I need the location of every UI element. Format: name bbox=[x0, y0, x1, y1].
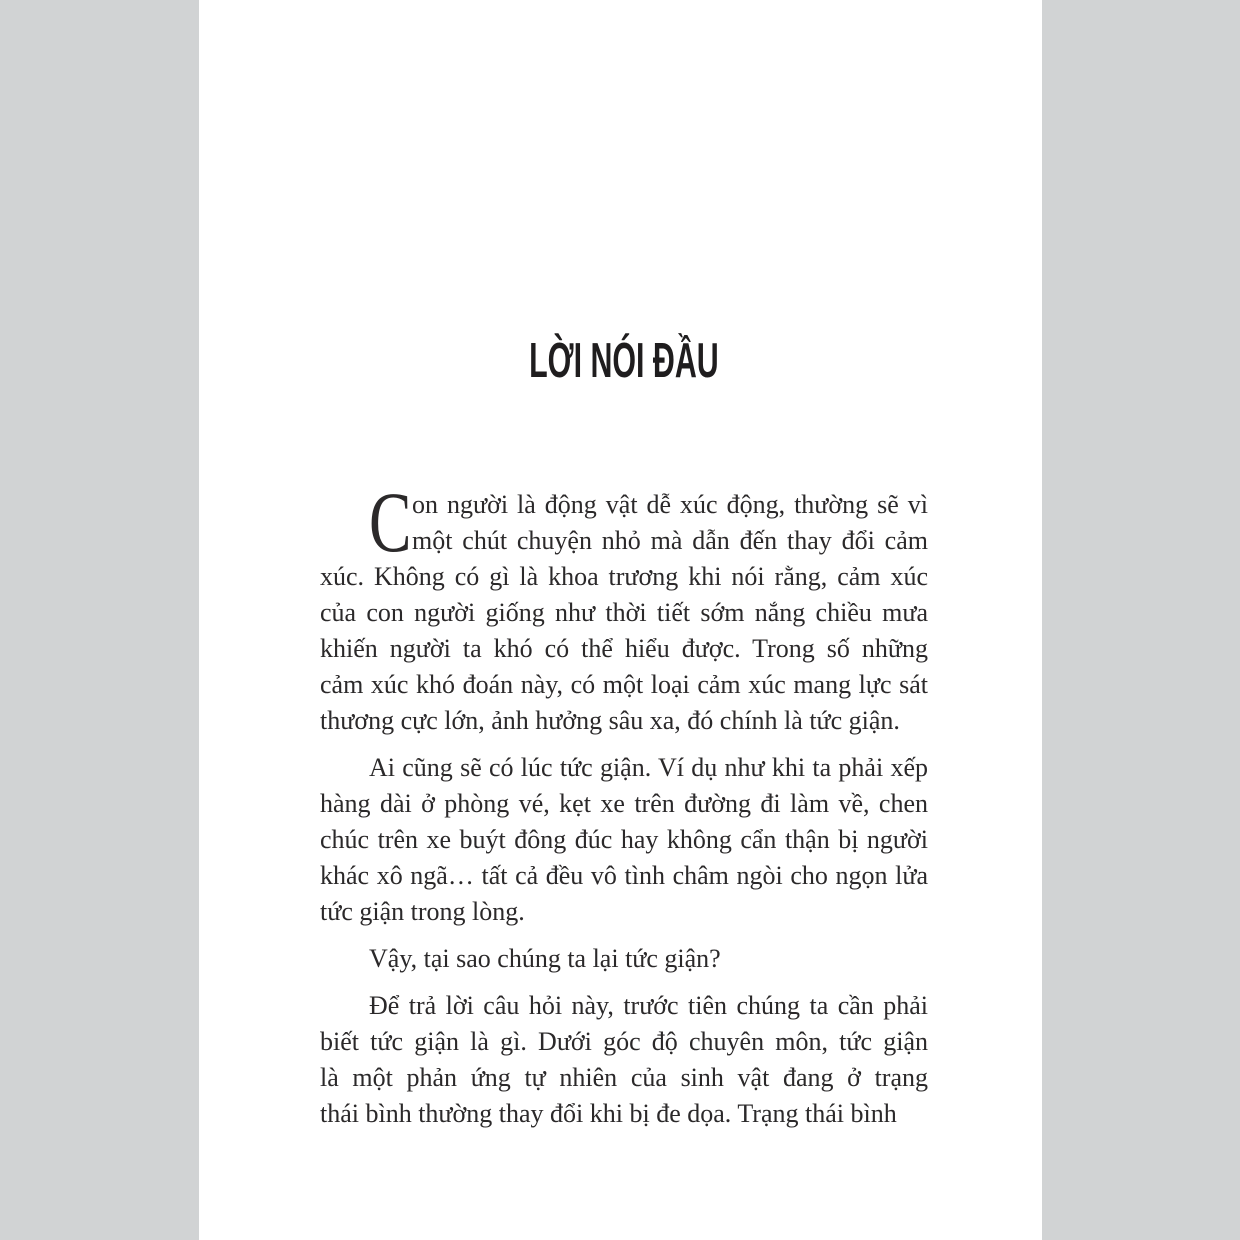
drop-cap: C bbox=[369, 474, 412, 570]
text-line: xúc. Không có gì là khoa trương khi nói rằng, cảm xúc bbox=[320, 562, 928, 591]
text-line: Ai cũng sẽ có lúc tức giận. Ví dụ như khi ta phải xếp bbox=[369, 753, 928, 782]
paragraph bbox=[320, 941, 928, 977]
text-line: Vậy, tại sao chúng ta lại tức giận? bbox=[369, 944, 721, 973]
paragraph bbox=[320, 750, 928, 930]
text-line: cảm xúc khó đoán này, có một loại cảm xúc mang lực sát bbox=[320, 670, 928, 699]
text-line: khiến người ta khó có thể hiểu được. Trong số những bbox=[320, 634, 928, 663]
left-gutter bbox=[0, 0, 199, 1240]
right-gutter bbox=[1042, 0, 1240, 1240]
text-line: của con người giống như thời tiết sớm nắng chiều mưa bbox=[320, 598, 928, 627]
text-line: Để trả lời câu hỏi này, trước tiên chúng ta cần phải bbox=[369, 991, 928, 1020]
book-page bbox=[199, 0, 1042, 1240]
body-text bbox=[320, 474, 928, 1132]
text-line: khác xô ngã… tất cả đều vô tình châm ngòi cho ngọn lửa bbox=[320, 861, 928, 890]
chapter-title-text: LỜI NÓI ĐẦU bbox=[529, 334, 719, 388]
text-line: thương cực lớn, ảnh hưởng sâu xa, đó chính là tức giận. bbox=[320, 706, 900, 735]
text-line: tức giận trong lòng. bbox=[320, 897, 525, 926]
text-line: hàng dài ở phòng vé, kẹt xe trên đường đi làm về, chen bbox=[320, 789, 928, 818]
text-line: on người là động vật dễ xúc động, thường sẽ vì bbox=[412, 490, 928, 519]
text-line: biết tức giận là gì. Dưới góc độ chuyên môn, tức giận bbox=[320, 1027, 928, 1056]
text-line: chúc trên xe buýt đông đúc hay không cẩn thận bị người bbox=[320, 825, 928, 854]
text-line: thái bình thường thay đổi khi bị đe dọa. Trạng thái bình bbox=[320, 1099, 897, 1128]
chapter-title bbox=[320, 334, 928, 388]
paragraph bbox=[320, 988, 928, 1132]
text-line: là một phản ứng tự nhiên của sinh vật đang ở trạng bbox=[320, 1063, 928, 1092]
paragraph bbox=[320, 474, 928, 739]
text-line: một chút chuyện nhỏ mà dẫn đến thay đổi cảm bbox=[412, 526, 928, 555]
